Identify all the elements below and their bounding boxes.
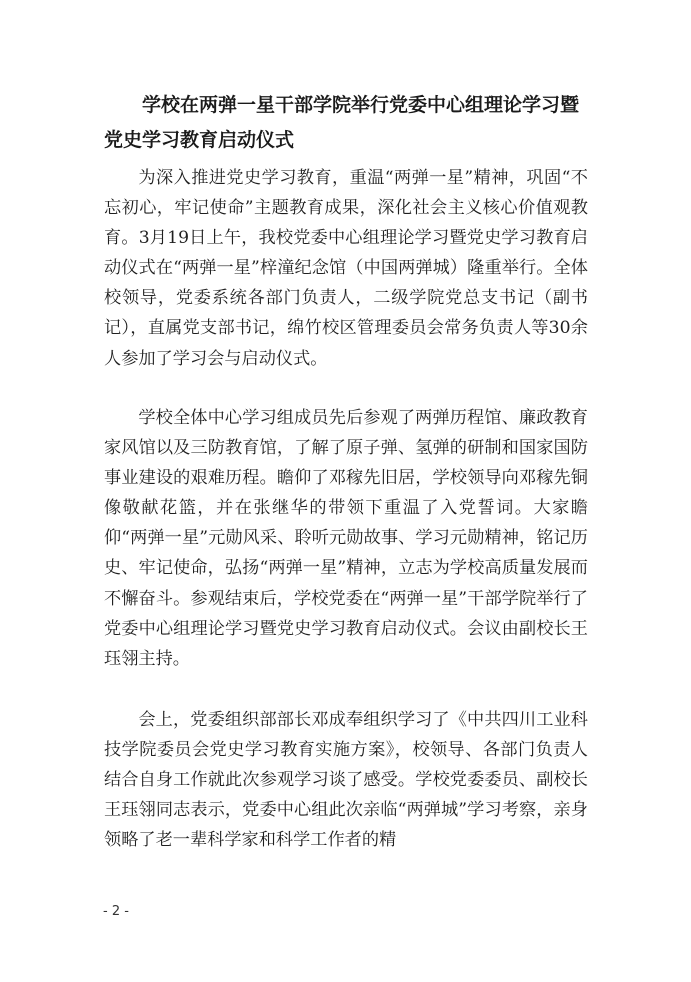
paragraph-3: 会上，党委组织部部长邓成奉组织学习了《中共四川工业科技学院委员会党史学习教育实施方案》，校领导、各部门负责人结合自身工作就此次参观学习谈了感受。学校党委委员、副校长王珏翎同志表示，党委中心组此次亲临“两弹城”学习考察，亲身领略了老一辈科学家和科学工作者的精 <box>104 710 588 851</box>
document-title-line-1: 学校在两弹一星干部学院举行党委中心组理论学习暨 <box>142 94 580 116</box>
page-number: - 2 - <box>103 904 129 919</box>
paragraph-2: 学校全体中心学习组成员先后参观了两弹历程馆、廉政教育家风馆以及三防教育馆，了解了原子弹、氢弹的研制和国家国防事业建设的艰难历程。瞻仰了邓稼先旧居，学校领导向邓稼先铜像敬献花篮，并在张继华的带领下重温了入党誓词。大家瞻仰“两弹一星”元勋风采、聆听元勋故事、学习元勋精神，铭记历史、牢记使命，弘扬“两弹一星”精神，立志为学校高质量发展而不懈奋斗。参观结束后，学校党委在“两弹一星”干部学院举行了党委中心组理论学习暨党史学习教育启动仪式。会议由副校长王珏翎主持。 <box>104 408 588 669</box>
document-title-line-2: 党史学习教育启动仪式 <box>104 129 295 151</box>
paragraph-1: 为深入推进党史学习教育，重温“两弹一星”精神，巩固“不忘初心，牢记使命”主题教育成果，深化社会主义核心价值观教育。3月19日上午，我校党委中心组理论学习暨党史学习教育启动仪式在“两弹一星”梓潼纪念馆（中国两弹城）隆重举行。全体校领导，党委系统各部门负责人，二级学院党总支书记（副书记），直属党支部书记，绵竹校区管理委员会常务负责人等30余人参加了学习会与启动仪式。 <box>104 168 588 369</box>
